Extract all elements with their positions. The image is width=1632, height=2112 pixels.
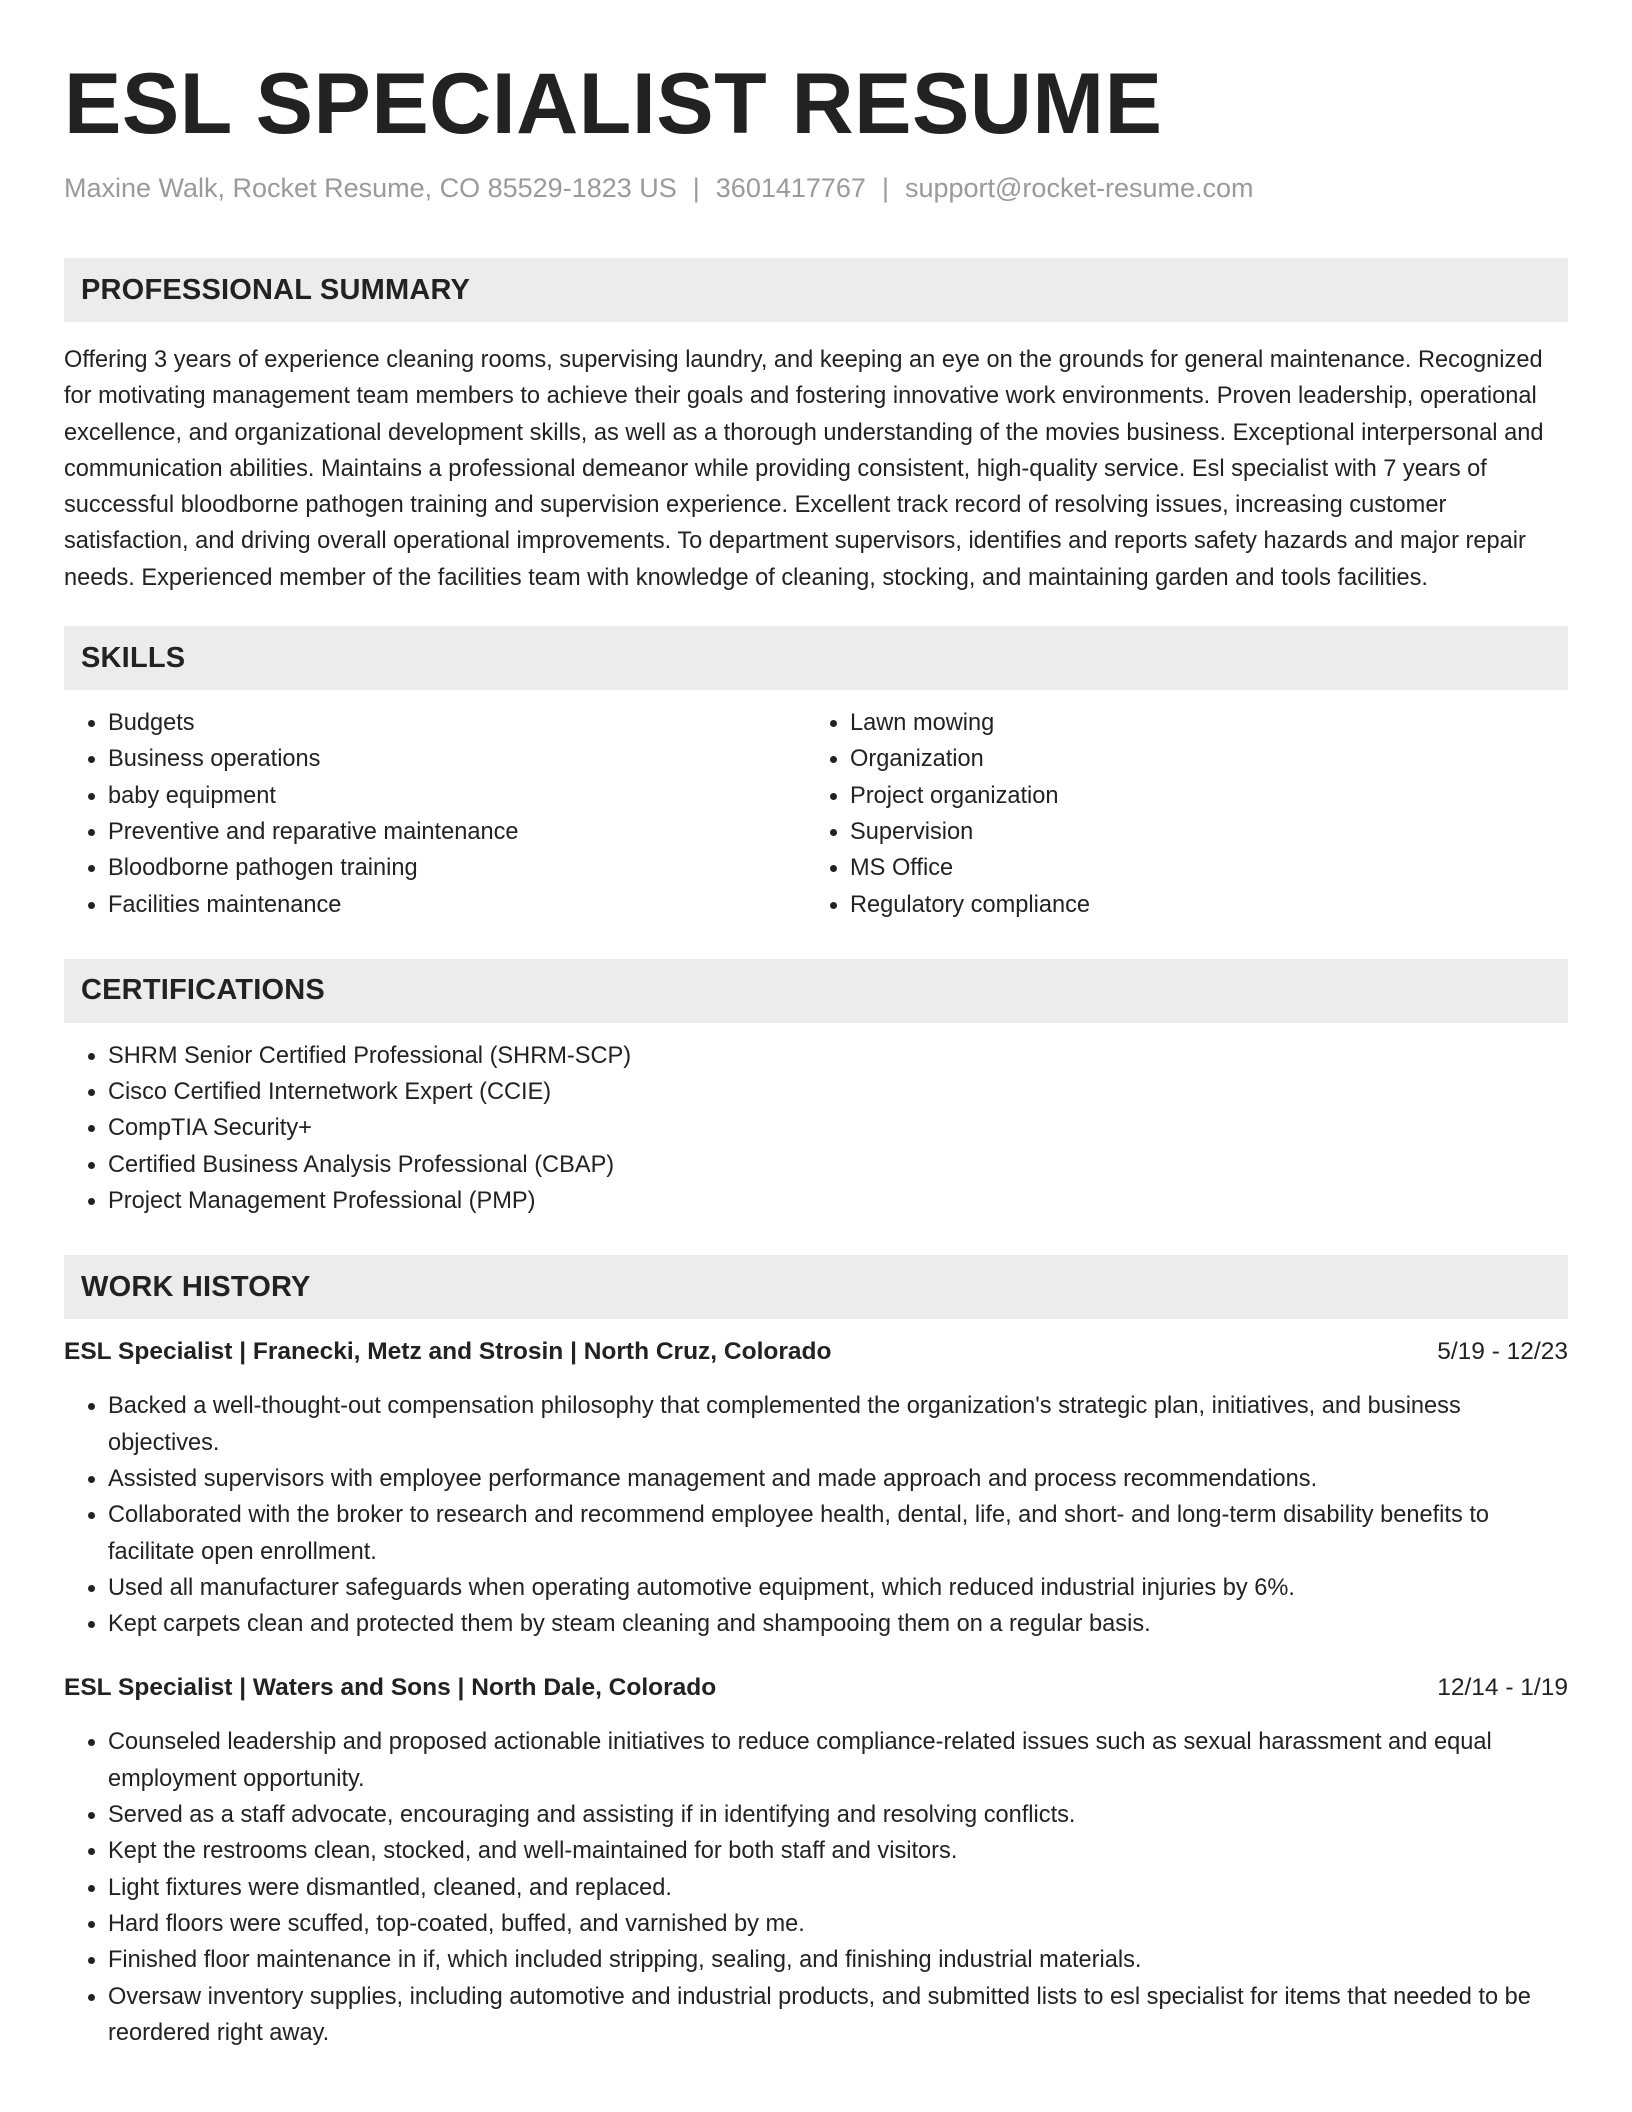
skills-grid <box>64 705 1568 923</box>
job-bullet: • Finished floor maintenance in if, which included stripping, sealing, and finishing industrial materials. <box>108 1942 1568 1978</box>
contact-separator: | <box>881 173 889 203</box>
job-bullets <box>64 1724 1568 2051</box>
job-bullet: • Counseled leadership and proposed actionable initiatives to reduce compliance-related issues such as sexual harassment and equal employment opportunity. <box>108 1724 1568 1797</box>
skills-list-left <box>64 705 806 923</box>
summary-section <box>64 258 1568 596</box>
contact-address: Maxine Walk, Rocket Resume, CO 85529-1823 US <box>64 173 677 203</box>
job-entry <box>64 1670 1568 2051</box>
job-bullet: • Light fixtures were dismantled, cleaned, and replaced. <box>108 1870 1568 1906</box>
job-bullet: • Backed a well-thought-out compensation philosophy that complemented the organization's strategic plan, initiatives, and business objectives. <box>108 1388 1568 1461</box>
skill-item: • Supervision <box>850 814 1548 850</box>
job-bullet: • Kept the restrooms clean, stocked, and well-maintained for both staff and visitors. <box>108 1833 1568 1869</box>
job-title: ESL Specialist | Waters and Sons | North Dale, Colorado <box>64 1674 717 1702</box>
job-bullet: • Assisted supervisors with employee performance management and made approach and process recommendations. <box>108 1461 1568 1497</box>
work-history-section <box>64 1255 1568 2051</box>
contact-email: support@rocket-resume.com <box>904 173 1254 203</box>
skill-item: • Preventive and reparative maintenance <box>108 814 806 850</box>
skill-item: • MS Office <box>850 850 1548 886</box>
summary-text: Offering 3 years of experience cleaning rooms, supervising laundry, and keeping an eye on the grounds for general maintenance. Recognized for motivating management team members to achieve their goals and fostering innovative work environments. Proven leadership, operational excellence, and organizational development skills, as well as a thorough understanding of the movies business. Exceptional interpersonal and communication abilities. Maintains a professional demeanor while providing consistent, high-quality service. Esl specialist with 7 years of successful bloodborne pathogen training and supervision experience. Excellent track record of resolving issues, increasing customer satisfaction, and driving overall operational improvements. To department supervisors, identifies and reports safety hazards and major repair needs. Experienced member of the facilities team with knowledge of cleaning, stocking, and maintaining garden and tools facilities. <box>64 347 1544 591</box>
job-bullet: • Served as a staff advocate, encouraging and assisting if in identifying and resolving conflicts. <box>108 1797 1568 1833</box>
job-bullet: • Collaborated with the broker to research and recommend employee health, dental, life, and short- and long-term disability benefits to facilitate open enrollment. <box>108 1497 1568 1570</box>
certifications-list <box>64 1038 1568 1219</box>
skill-item: • Business operations <box>108 741 806 777</box>
job-entry <box>64 1334 1568 1642</box>
skills-column-left <box>64 705 806 923</box>
certification-item: • SHRM Senior Certified Professional (SHRM-SCP) <box>108 1038 1568 1074</box>
skill-item: • Lawn mowing <box>850 705 1548 741</box>
skill-item: • Bloodborne pathogen training <box>108 850 806 886</box>
skills-section <box>64 626 1568 923</box>
skill-item: • baby equipment <box>108 778 806 814</box>
job-bullet: • Used all manufacturer safeguards when operating automotive equipment, which reduced industrial injuries by 6%. <box>108 1570 1568 1606</box>
summary-heading: PROFESSIONAL SUMMARY <box>64 258 1568 322</box>
job-dates: 12/14 - 1/19 <box>1437 1674 1568 1702</box>
skill-item: • Budgets <box>108 705 806 741</box>
skill-item: • Organization <box>850 741 1548 777</box>
contact-phone: 3601417767 <box>715 173 866 203</box>
skill-item: • Project organization <box>850 778 1548 814</box>
job-dates: 5/19 - 12/23 <box>1437 1338 1568 1366</box>
certification-item: • Certified Business Analysis Professional (CBAP) <box>108 1147 1568 1183</box>
skill-item: • Facilities maintenance <box>108 887 806 923</box>
certification-item: • CompTIA Security+ <box>108 1110 1568 1146</box>
skill-item: • Regulatory compliance <box>850 887 1548 923</box>
skills-list-right <box>806 705 1548 923</box>
certification-item: • Project Management Professional (PMP) <box>108 1183 1568 1219</box>
job-bullet: • Kept carpets clean and protected them by steam cleaning and shampooing them on a regular basis. <box>108 1606 1568 1642</box>
certifications-section <box>64 959 1568 1219</box>
contact-separator: | <box>692 173 700 203</box>
contact-line <box>64 170 1568 206</box>
job-header <box>64 1334 1568 1370</box>
resume-title: ESL SPECIALIST RESUME <box>64 56 1163 152</box>
job-bullet: • Hard floors were scuffed, top-coated, buffed, and varnished by me. <box>108 1906 1568 1942</box>
job-bullet: • Oversaw inventory supplies, including automotive and industrial products, and submitted lists to esl specialist for items that needed to be reordered right away. <box>108 1979 1568 2052</box>
skills-heading: SKILLS <box>64 626 1568 690</box>
job-title: ESL Specialist | Franecki, Metz and Strosin | North Cruz, Colorado <box>64 1338 832 1366</box>
work-history-heading: WORK HISTORY <box>64 1255 1568 1319</box>
job-header <box>64 1670 1568 1706</box>
skills-column-right <box>806 705 1548 923</box>
job-bullets <box>64 1388 1568 1642</box>
certifications-heading: CERTIFICATIONS <box>64 959 1568 1023</box>
certification-item: • Cisco Certified Internetwork Expert (CCIE) <box>108 1074 1568 1110</box>
